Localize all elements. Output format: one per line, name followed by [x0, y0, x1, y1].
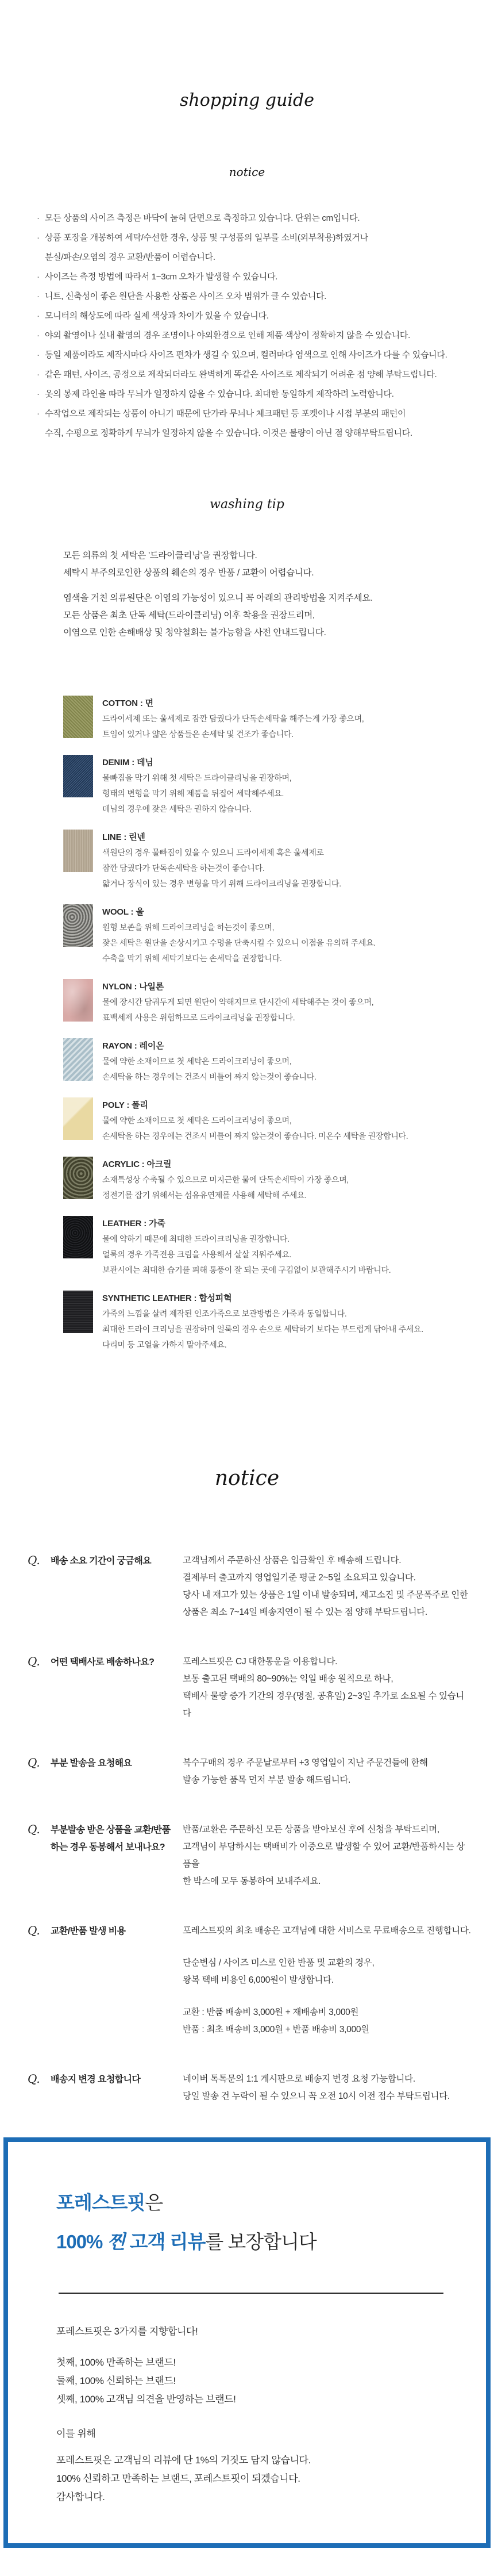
qna-answer-line: 상품은 최소 7~14일 배송지연이 될 수 있는 점 양해 부탁드립니다.	[183, 1607, 427, 1617]
qna-item-return-cost	[28, 1922, 471, 2038]
qna-item-partial-return	[28, 1821, 471, 1890]
qna-answer-block	[183, 1755, 471, 1789]
washing-intro-paragraph	[63, 590, 494, 642]
fabric-item-acrylic	[63, 1157, 494, 1203]
q-letter: Q.	[28, 1822, 40, 1836]
fabric-label: COTTON : 면	[102, 698, 153, 708]
fabric-item-nylon	[63, 979, 494, 1026]
qna-answer-block	[183, 1552, 471, 1621]
fabric-care-line: 물에 약한 소재이므로 첫 세탁은 드라이크리닝이 좋으며,	[102, 1057, 292, 1066]
fabric-care-line: 가죽의 느낌을 살려 제작된 인조가죽으로 보관방법은 가죽과 동일합니다.	[102, 1309, 347, 1318]
qna-answer-line: 포레스트핏의 최초 배송은 고객님에 대한 서비스로 무료배송으로 진행합니다.	[183, 1926, 471, 1936]
notice-item-line: · 모니터의 해상도에 따라 실제 색상과 차이가 있을 수 있습니다.	[45, 311, 269, 321]
fabric-care-line: 표백세제 사용은 위험하므로 드라이크리닝을 권장합니다.	[102, 1013, 295, 1022]
fabric-care-line: 잦은 세탁은 원단을 손상시키고 수명을 단축시킬 수 있으니 이점을 유의해 주세요.	[102, 938, 376, 947]
banner-outro-intro: 이를 위해	[56, 2428, 96, 2439]
brand-name: 포레스트핏	[56, 2192, 145, 2213]
qna-item-address-change	[28, 2071, 471, 2105]
qna-question-line: 하는 경우 동봉해서 보내나요?	[51, 1842, 165, 1852]
qna-answer-line: 한 박스에 모두 동봉하여 보내주세요.	[183, 1876, 321, 1886]
notice-bullet-list	[37, 209, 473, 443]
banner-point: 첫째, 100% 만족하는 브랜드!	[56, 2357, 176, 2368]
headline-plain: 를 보장합니다	[205, 2231, 317, 2252]
qna-answer-line: 보통 출고된 택배의 80~90%는 익일 배송 원칙으로 하나,	[183, 1674, 393, 1684]
notice-item-line: 수직, 수평으로 정확하게 무늬가 일정하지 않을 수 있습니다. 이것은 불량이 아닌 점 양해부탁드립니다.	[45, 428, 412, 438]
fabric-care-line: 소재특성상 수축될 수 있으므로 미지근한 물에 단독손세탁이 가장 좋으며,	[102, 1175, 349, 1184]
linen-fabric-swatch	[63, 830, 93, 872]
qna-question-line: 배송 소요 기간이 궁금해요	[51, 1556, 151, 1566]
washing-intro-line: 모든 상품은 최초 단독 세탁(드라이클리닝) 이후 착용을 권장드리며,	[63, 611, 315, 620]
notice-item	[37, 326, 473, 345]
qna-answer-block	[183, 1821, 471, 1890]
brand-guarantee-banner	[3, 2137, 491, 2548]
fabric-label: NYLON : 나일론	[102, 982, 164, 992]
qna-question-line: 교환/반품 발생 비용	[51, 1926, 126, 1936]
banner-outro-line: 포레스트핏은 고객님의 리뷰에 단 1%의 거짓도 담지 않습니다.	[56, 2455, 311, 2466]
notice-item	[37, 385, 473, 404]
qna-section-title: notice	[214, 1466, 280, 1490]
acrylic-fabric-swatch	[63, 1157, 93, 1199]
fabric-label: LINE : 린넨	[102, 832, 145, 842]
fabric-care-line: 정전기를 잡기 위해서는 섬유유연제를 사용해 세탁해 주세요.	[102, 1191, 307, 1200]
qna-answer-line: 교환 : 반품 배송비 3,000원 + 재배송비 3,000원	[183, 2007, 359, 2017]
qna-item-delivery-time	[28, 1552, 471, 1621]
qna-answer-line: 복수구매의 경우 주문날로부터 +3 영업일이 지난 주문건들에 한해	[183, 1758, 428, 1768]
fabric-label: LEATHER : 가죽	[102, 1219, 165, 1229]
notice-item-line: · 수작업으로 제작되는 상품이 아니기 때문에 단가라 무늬나 체크패턴 등 포켓이나 시접 부분의 패턴이	[45, 409, 406, 419]
fabric-label: ACRYLIC : 아크릴	[102, 1160, 172, 1169]
washing-tip-title: washing tip	[210, 497, 284, 512]
qna-list	[0, 1552, 494, 2105]
washing-intro-line: 이염으로 인한 손해배상 및 청약철회는 불가능함을 사전 안내드립니다.	[63, 628, 326, 638]
qna-item-partial-shipping	[28, 1755, 471, 1789]
notice-section-title: notice	[229, 165, 265, 179]
qna-answer-line: 반품/교환은 주문하신 모든 상품을 받아보신 후에 신청을 부탁드리며,	[183, 1825, 439, 1834]
fabric-care-line: 잠깐 담궜다가 단독손세탁을 하는것이 좋습니다.	[102, 863, 265, 873]
banner-headline	[56, 2183, 457, 2262]
fabric-care-line: 데님의 경우에 잦은 세탁은 권하지 않습니다.	[102, 804, 252, 813]
fabric-care-line: 얼룩의 경우 가죽전용 크림을 사용해서 살살 지워주세요.	[102, 1250, 292, 1259]
rayon-fabric-swatch	[63, 1038, 93, 1081]
banner-divider	[59, 2293, 443, 2294]
fabric-item-wool	[63, 904, 494, 966]
fabric-label: DENIM : 데님	[102, 758, 153, 767]
banner-headline-line1	[56, 2183, 457, 2222]
fabric-item-rayon	[63, 1038, 494, 1085]
notice-item	[37, 228, 473, 267]
page-title: shopping guide	[180, 90, 314, 110]
qna-answer-line: 결제부터 출고까지 영업일기준 평균 2~5일 소요되고 있습니다.	[183, 1573, 416, 1583]
synthetic-leather-fabric-swatch	[63, 1291, 93, 1333]
q-letter: Q.	[28, 1924, 40, 1937]
notice-item-line: · 모든 상품의 사이즈 측정은 바닥에 눕혀 단면으로 측정하고 있습니다. 단위는 cm입니다.	[45, 213, 360, 223]
qna-answer-block	[183, 2004, 471, 2038]
banner-point: 셋째, 100% 고객님 의견을 반영하는 브랜드!	[56, 2394, 236, 2405]
fabric-label: SYNTHETIC LEATHER : 합성피혁	[102, 1293, 232, 1303]
fabric-care-list	[63, 696, 494, 1353]
notice-item-line: · 같은 패턴, 사이즈, 공정으로 제작되더라도 완벽하게 똑같은 사이즈로 제작되기 어려운 점 양해 부탁드립니다.	[45, 370, 437, 379]
fabric-care-line: 다리미 등 고열을 가하지 말아주세요.	[102, 1340, 227, 1349]
qna-answer-block	[183, 1922, 471, 1940]
notice-item-line: · 니트, 신축성이 좋은 원단을 사용한 상품은 사이즈 오차 범위가 클 수 있습니다.	[45, 291, 327, 301]
banner-body	[56, 2322, 457, 2506]
washing-intro-paragraph	[63, 547, 494, 582]
fabric-care-line: 수축을 막기 위해 세탁기보다는 손세탁을 권장합니다.	[102, 954, 282, 963]
q-letter: Q.	[28, 2072, 40, 2086]
fabric-care-line: 드라이세제 또는 울세제로 잠깐 담궜다가 단독손세탁을 해주는게 가장 좋으며,	[102, 714, 364, 723]
q-letter: Q.	[28, 1654, 40, 1668]
banner-points	[56, 2354, 457, 2409]
fabric-item-cotton	[63, 696, 494, 742]
nylon-fabric-swatch	[63, 979, 93, 1022]
washing-intro-line: 염색을 거친 의류원단은 이염의 가능성이 있으니 꼭 아래의 관리방법을 지켜주세요.	[63, 593, 373, 603]
denim-fabric-swatch	[63, 755, 93, 797]
banner-outro-line: 100% 신뢰하고 만족하는 브랜드, 포레스트핏이 되겠습니다.	[56, 2473, 300, 2484]
brand-suffix: 은	[145, 2192, 163, 2213]
fabric-label: POLY : 폴리	[102, 1100, 148, 1110]
cotton-fabric-swatch	[63, 696, 93, 738]
qna-answer-line: 왕복 택배 비용인 6,000원이 발생합니다.	[183, 1975, 334, 1985]
notice-item-line: · 옷의 봉제 라인을 따라 무늬가 일정하지 않을 수 있습니다. 최대한 동일하게 제작하려 노력합니다.	[45, 389, 394, 399]
qna-answer-line: 단순변심 / 사이즈 미스로 인한 반품 및 교환의 경우,	[183, 1958, 375, 1968]
fabric-item-synthetic-leather	[63, 1291, 494, 1353]
qna-item-courier	[28, 1653, 471, 1722]
fabric-care-line: 물빠짐을 막기 위해 첫 세탁은 드라이클리닝을 권장하며,	[102, 773, 292, 782]
banner-headline-line2	[56, 2222, 457, 2262]
banner-intro: 포레스트핏은 3가지를 지향합니다!	[56, 2326, 198, 2337]
fabric-item-leather	[63, 1216, 494, 1278]
banner-outro	[56, 2451, 457, 2506]
poly-fabric-swatch	[63, 1097, 93, 1140]
notice-item-line: · 동일 제품이라도 제작시마다 사이즈 편차가 생길 수 있으며, 컬러마다 염색으로 인해 사이즈가 다를 수 있습니다.	[45, 350, 447, 360]
fabric-care-line: 손세탁을 하는 경우에는 건조시 비틀어 짜지 않는것이 좋습니다. 미온수 세탁을 권장합니다.	[102, 1131, 408, 1141]
notice-item	[37, 267, 473, 287]
qna-answer-block	[183, 1653, 471, 1722]
notice-item-line: 분실/파손/오염의 경우 교환/반품이 어렵습니다.	[45, 252, 215, 262]
qna-answer-line: 반품 : 최초 배송비 3,000원 + 반품 배송비 3,000원	[183, 2025, 369, 2034]
qna-question-line: 어떤 택배사로 배송하나요?	[51, 1657, 155, 1667]
headline-accent: 100%	[56, 2231, 107, 2252]
banner-point: 둘째, 100% 신뢰하는 브랜드!	[56, 2375, 176, 2386]
fabric-item-denim	[63, 755, 494, 817]
qna-answer-line: 당일 발송 건 누락이 될 수 있으니 꼭 오전 10시 이전 접수 부탁드립니다.	[183, 2091, 450, 2101]
fabric-care-line: 색원단의 경우 물빠짐이 있을 수 있으니 드라이세제 혹은 울세제로	[102, 848, 324, 857]
notice-item	[37, 345, 473, 365]
fabric-label: RAYON : 레이온	[102, 1041, 164, 1051]
notice-item	[37, 287, 473, 306]
fabric-care-line: 형태의 변형을 막기 위해 제품을 뒤집어 세탁해주세요.	[102, 789, 284, 798]
notice-item-line: · 상품 포장을 개봉하여 세탁/수선한 경우, 상품 및 구성품의 일부를 소비(외부착용)하였거나	[45, 233, 368, 243]
leather-fabric-swatch	[63, 1216, 93, 1258]
fabric-item-linen	[63, 830, 494, 892]
qna-question-line: 부분 발송을 요청해요	[51, 1759, 132, 1768]
fabric-care-line: 물에 약하기 때문에 최대한 드라이크리닝을 권장합니다.	[102, 1234, 290, 1243]
notice-item	[37, 306, 473, 326]
qna-question-line: 배송지 변경 요청합니다	[51, 2075, 141, 2084]
headline-accent-emph: 찐	[107, 2231, 125, 2252]
fabric-care-line: 손세탁을 하는 경우에는 건조시 비틀어 짜지 않는것이 좋습니다.	[102, 1072, 317, 1081]
banner-outro-line: 감사합니다.	[56, 2491, 105, 2502]
notice-item	[37, 209, 473, 228]
headline-accent: 고객 리뷰	[125, 2231, 206, 2252]
washing-intro-line: 모든 의류의 첫 세탁은 '드라이클리닝'을 권장합니다.	[63, 551, 257, 560]
qna-answer-line: 고객님께서 주문하신 상품은 입금확인 후 배송해 드립니다.	[183, 1556, 402, 1565]
notice-item	[37, 365, 473, 385]
qna-answer-line: 네이버 톡톡문의 1:1 게시판으로 배송지 변경 요청 가능합니다.	[183, 2074, 415, 2084]
qna-answer-block	[183, 2071, 471, 2105]
fabric-item-poly	[63, 1097, 494, 1144]
fabric-care-line: 물에 약한 소재이므로 첫 세탁은 드라이크리닝이 좋으며,	[102, 1116, 292, 1125]
qna-answer-line: 포레스트핏은 CJ 대한통운을 이용합니다.	[183, 1657, 338, 1667]
qna-answer-line: 고객님이 부담하시는 택배비가 이중으로 발생할 수 있어 교환/반품하시는 상품을	[183, 1842, 465, 1869]
washing-intro	[63, 547, 494, 642]
q-letter: Q.	[28, 1553, 40, 1567]
fabric-label: WOOL : 울	[102, 907, 144, 917]
qna-question-line: 부분발송 받은 상품을 교환/반품	[51, 1825, 171, 1835]
fabric-care-line: 얇거나 장식이 있는 경우 변형을 막기 위해 드라이크리닝을 권장합니다.	[102, 879, 341, 888]
qna-answer-line: 당사 내 재고가 있는 상품은 1일 이내 발송되며, 재고소진 및 주문폭주로 인한	[183, 1590, 468, 1600]
notice-item	[37, 404, 473, 443]
wool-fabric-swatch	[63, 904, 93, 947]
fabric-care-line: 원형 보존을 위해 드라이크리닝을 하는것이 좋으며,	[102, 923, 275, 932]
qna-answer-line: 택배사 물량 증가 기간의 경우(명절, 공휴일) 2~3일 추가로 소요될 수 있습니다	[183, 1691, 465, 1718]
notice-item-line: · 사이즈는 측정 방법에 따라서 1~3cm 오차가 발생할 수 있습니다.	[45, 272, 278, 282]
qna-answer-line: 발송 가능한 품목 먼저 부분 발송 해드립니다.	[183, 1775, 351, 1785]
notice-item-line: · 야외 촬영이나 실내 촬영의 경우 조명이나 야외환경으로 인해 제품 색상이 정확하지 않을 수 있습니다.	[45, 331, 410, 340]
fabric-care-line: 최대한 드라이 크리닝을 권장하며 얼룩의 경우 손으로 세탁하기 보다는 부드럽게 닦아내 주세요.	[102, 1325, 423, 1334]
q-letter: Q.	[28, 1756, 40, 1769]
washing-intro-line: 세탁시 부주의로인한 상품의 훼손의 경우 반품 / 교환이 어렵습니다.	[63, 568, 314, 578]
fabric-care-line: 물에 장시간 담궈두게 되면 원단이 약해지므로 단시간에 세탁해주는 것이 좋으며,	[102, 997, 374, 1007]
fabric-care-line: 보관시에는 최대한 습기를 피해 통풍이 잘 되는 곳에 구김없이 보관해주시기 바랍니다.	[102, 1265, 391, 1274]
fabric-care-line: 트임이 있거나 얇은 상품들은 손세탁 및 건조가 좋습니다.	[102, 730, 294, 739]
qna-answer-block	[183, 1955, 471, 1989]
